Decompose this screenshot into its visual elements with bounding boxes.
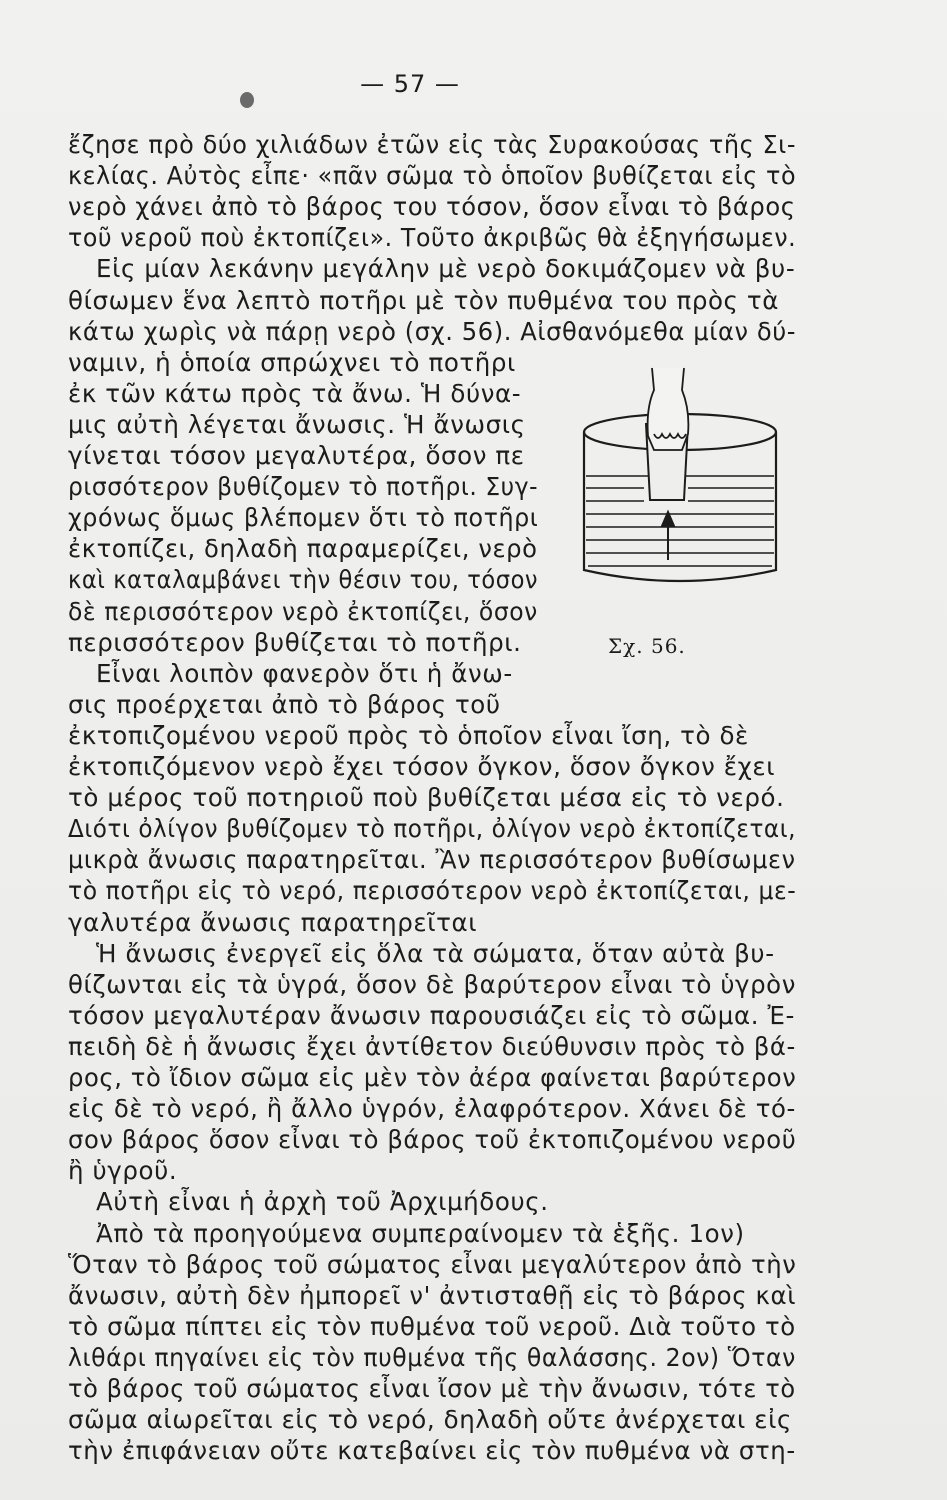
figure-caption: Σχ. 56. (608, 634, 686, 658)
text-line: Αὐτὴ εἶναι ἡ ἀρχὴ τοῦ Ἀρχιμήδους. (96, 1187, 549, 1217)
text-line: περισσότερον βυθίζεται τὸ ποτῆρι. (68, 627, 522, 657)
text-line: δὲ περισσότερον νερὸ ἐκτοπίζει, ὅσον (68, 596, 538, 626)
text-line: καὶ καταλαμβάνει τὴν θέσιν του, τόσον (68, 565, 539, 595)
page-number: — 57 — (360, 70, 460, 98)
text-line: νερὸ χάνει ἀπὸ τὸ βάρος του τόσον, ὅσον εἶναι τὸ βάρος (68, 192, 796, 222)
text-line: τόσον μεγαλυτέραν ἄνωσιν παρουσιάζει εἰς τὸ σῶμα. Ἐ- (68, 1000, 795, 1030)
text-line: εἰς δὲ τὸ νερό, ἢ ἄλλο ὑγρόν, ἐλαφρότερον. Χάνει δὲ τό- (68, 1094, 796, 1124)
figure-56-illustration (570, 360, 795, 600)
text-line: σις προέρχεται ἀπὸ τὸ βάρος τοῦ (68, 689, 501, 719)
text-line: Ἡ ἄνωσις ἐνεργεῖ εἰς ὅλα τὰ σώματα, ὅταν αὐτὰ βυ- (96, 938, 775, 968)
text-line: τὸ ποτῆρι εἰς τὸ νερό, περισσότερον νερὸ ἐκτοπίζεται, με- (68, 876, 797, 906)
text-line: θίζωνται εἰς τὰ ὑγρά, ὅσον δὲ βαρύτερον εἶναι τὸ ὑγρὸν (68, 969, 796, 999)
text-line: ἢ ὑγροῦ. (68, 1156, 178, 1186)
text-line: Εἰς μίαν λεκάνην μεγάλην μὲ νερὸ δοκιμάζομεν νὰ βυ- (96, 254, 796, 284)
text-line: κάτω χωρὶς νὰ πάρῃ νερὸ (σχ. 56). Αἰσθανόμεθα μίαν δύ- (68, 316, 797, 346)
text-line: ἄνωσιν, αὐτὴ δὲν ἠμπορεῖ ν' ἀντισταθῇ εἰς τὸ βάρος καὶ (68, 1280, 797, 1310)
text-line: ἐκτοπιζομένου νεροῦ πρὸς τὸ ὁποῖον εἶναι ἴση, τὸ δὲ (68, 720, 749, 750)
text-line: τὸ μέρος τοῦ ποτηριοῦ ποὺ βυθίζεται μέσα εἰς τὸ νερό. (68, 783, 785, 813)
text-line: ἐκτοπιζόμενον νερὸ ἔχει τόσον ὄγκον, ὅσον ὄγκον ἔχει (68, 752, 776, 781)
text-line: ρος, τὸ ἴδιον σῶμα εἰς μὲν τὸν ἀέρα φαίνεται βαρύτερον (68, 1063, 797, 1092)
text-line: τὸ βάρος τοῦ σώματος εἶναι ἴσον μὲ τὴν ἄνωσιν, τότε τὸ (68, 1374, 796, 1403)
text-line: Εἶναι λοιπὸν φανερὸν ὅτι ἡ ἄνω- (96, 658, 513, 688)
text-line: ἐκ τῶν κάτω πρὸς τὰ ἄνω. Ἡ δύνα- (68, 378, 522, 408)
text-line: σον βάρος ὅσον εἶναι τὸ βάρος τοῦ ἐκτοπιζομένου νεροῦ (68, 1125, 797, 1155)
text-line: μις αὐτὴ λέγεται ἄνωσις. Ἡ ἄνωσις (68, 409, 526, 439)
text-line: Ὅταν τὸ βάρος τοῦ σώματος εἶναι μεγαλύτερον ἀπὸ τὴν (68, 1249, 797, 1279)
text-line: μικρὰ ἄνωσις παρατηρεῖται. Ἂν περισσότερον βυθίσωμεν (68, 845, 796, 875)
text-line: τοῦ νεροῦ ποὺ ἐκτοπίζει». Τοῦτο ἀκριβῶς θὰ ἐξηγήσωμεν. (68, 223, 797, 253)
text-line: τὴν ἐπιφάνειαν οὔτε κατεβαίνει εἰς τὸν πυθμένα νὰ στη- (68, 1436, 796, 1466)
text-line: ἔζησε πρὸ δύο χιλιάδων ἐτῶν εἰς τὰς Συρακούσας τῆς Σι- (68, 130, 797, 159)
text-line: Διότι ὀλίγον βυθίζομεν τὸ ποτῆρι, ὀλίγον νερὸ ἐκτοπίζεται, (68, 814, 797, 844)
text-line: κελίας. Αὐτὸς εἶπε· «πᾶν σῶμα τὸ ὁποῖον βυθίζεται εἰς τὸ (68, 161, 797, 191)
text-line: πειδὴ δὲ ἡ ἄνωσις ἔχει ἀντίθετον διεύθυνσιν πρὸς τὸ βά- (68, 1031, 796, 1061)
text-line: ἐκτοπίζει, δηλαδὴ παραμερίζει, νερὸ (68, 534, 538, 564)
text-line: Ἀπὸ τὰ προηγούμενα συμπεραίνομεν τὰ ἑξῆς. 1ον) (96, 1218, 745, 1248)
text-line: ρισσότερον βυθίζομεν τὸ ποτῆρι. Συγ- (68, 472, 539, 502)
text-line: τὸ σῶμα πίπτει εἰς τὸν πυθμένα τοῦ νεροῦ. Διὰ τοῦτο τὸ (68, 1311, 796, 1341)
text-line: γίνεται τόσον μεγαλυτέρα, ὅσον πε (68, 441, 525, 470)
text-line: σῶμα αἰωρεῖται εἰς τὸ νερό, δηλαδὴ οὔτε ἀνέρχεται εἰς (68, 1405, 792, 1435)
text-line: θίσωμεν ἕνα λεπτὸ ποτῆρι μὲ τὸν πυθμένα του πρὸς τὰ (68, 285, 780, 315)
text-line: γαλυτέρα ἄνωσις παρατηρεῖται (68, 907, 478, 937)
text-line: ναμιν, ἡ ὁποία σπρώχνει τὸ ποτῆρι (68, 347, 516, 377)
text-line: λιθάρι πηγαίνει εἰς τὸν πυθμένα τῆς θαλάσσης. 2ον) Ὅταν (68, 1342, 796, 1372)
text-line: χρόνως ὅμως βλέπομεν ὅτι τὸ ποτῆρι (68, 503, 539, 533)
ink-spot (240, 92, 254, 108)
hand-icon (648, 368, 689, 450)
